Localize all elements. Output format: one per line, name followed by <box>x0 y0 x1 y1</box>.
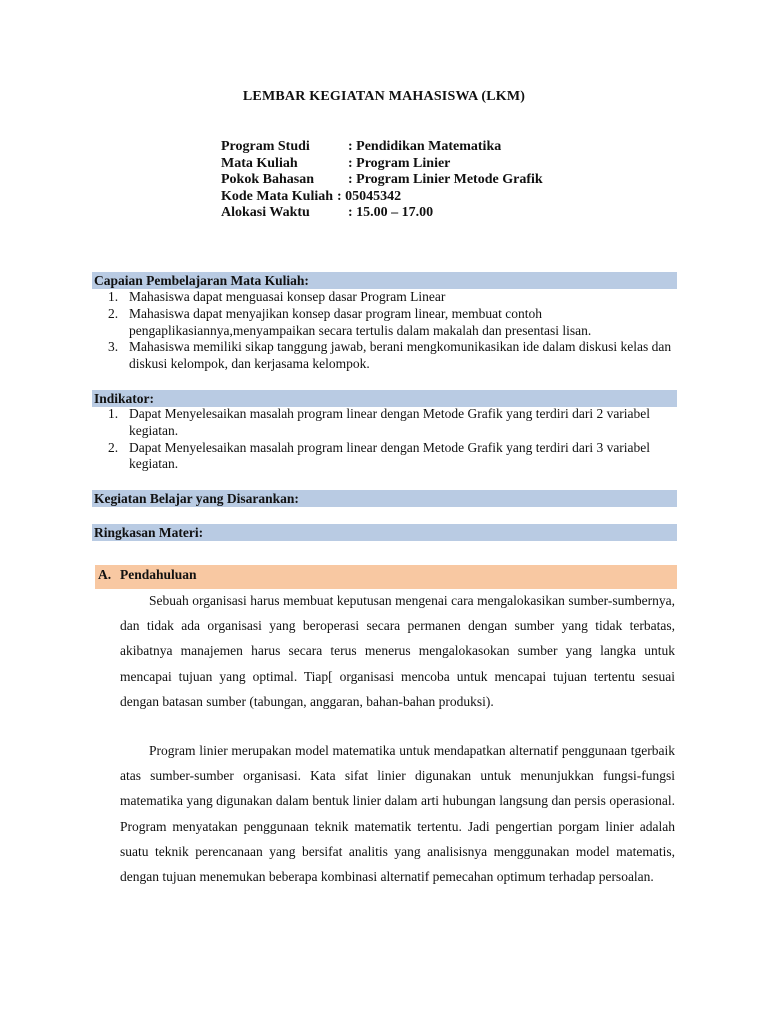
meta-label: Mata Kuliah <box>221 155 298 171</box>
list-number: 1. <box>108 289 119 304</box>
meta-value: : Pendidikan Matematika <box>348 139 502 154</box>
meta-label: Alokasi Waktu <box>221 205 310 220</box>
meta-value: : 05045342 <box>337 188 402 204</box>
meta-row-pokok-bahasan <box>221 172 543 189</box>
list-number: 1. <box>108 406 119 421</box>
list-number: 2. <box>108 439 119 455</box>
subsection-letter: A. <box>98 567 112 582</box>
paragraph: Program linier merupakan model matematika untuk mendapatkan alternatif penggunaan tgerbaik atas sumber-sumber organisasi. Kata sifat linier digunakan untuk menunjukkan fungsi-fungsi matematika yang digunakan dalam bentuk linier dalam arti hubungan langsung dan persis operasional. Program menyatakan penggunaan teknik matematik tertentu. Jadi pengertian porgam linier adalah suatu teknik perencanaan yang bersifat analitis yang analisisnya menggunakan model matematis, dengan tujuan menemukan beberapa kombinasi alternatif pemecahan optimum terhadap persoalan. <box>120 743 675 885</box>
list-text: Dapat Menyelesaikan masalah program linear dengan Metode Grafik yang terdiri dari 3 variabel kegiatan. <box>129 439 651 472</box>
subsection-title: Pendahuluan <box>120 567 197 582</box>
indikator-heading: Indikator: <box>92 390 677 407</box>
list-item <box>92 289 677 306</box>
paragraph: Sebuah organisasi harus membuat keputusan mengenai cara mengalokasikan sumber-sumbernya, dan tidak ada organisasi yang beroperasi secara permanen dengan sumber yang tidak terbatas, akibatnya manajemen harus secara terus menerus mengalokasokan sumber yang langka untuk mencapai tujuan yang optimal. Tiap[ organisasi mencoba untuk mencapai tujuan tertentu sesuai dengan batasan sumber (tabungan, anggaran, bahan-bahan produksi). <box>120 593 675 709</box>
meta-row-mata-kuliah <box>221 156 543 173</box>
meta-value: : 15.00 – 17.00 <box>348 205 434 220</box>
meta-row-program-studi <box>221 139 543 156</box>
capaian-heading: Capaian Pembelajaran Mata Kuliah: <box>92 272 677 289</box>
list-text: Mahasiswa dapat menyajikan konsep dasar program linear, membuat contoh pengaplikasiannya,menyampaikan secara tertulis dalam makalah dan presentasi lisan. <box>129 305 592 338</box>
indikator-list <box>92 406 677 473</box>
meta-value: : Program Linier Metode Grafik <box>348 172 543 187</box>
list-item <box>92 440 677 474</box>
list-item <box>92 339 677 373</box>
course-info <box>221 139 543 222</box>
meta-label: Pokok Bahasan <box>221 172 314 187</box>
list-item <box>92 406 677 440</box>
list-number: 2. <box>108 305 119 321</box>
list-text: Dapat Menyelesaikan masalah program linear dengan Metode Grafik yang terdiri dari 2 variabel kegiatan. <box>129 406 651 438</box>
list-text: Mahasiswa dapat menguasai konsep dasar Program Linear <box>129 289 446 304</box>
meta-row-alokasi-waktu <box>221 205 543 222</box>
meta-row-kode-mata-kuliah <box>221 189 543 206</box>
ringkasan-heading: Ringkasan Materi: <box>92 524 677 541</box>
meta-value: : Program Linier <box>348 155 451 171</box>
list-text: Mahasiswa memiliki sikap tanggung jawab, berani mengkomunikasikan ide dalam diskusi kelas dan diskusi kelompok, dan kerjasama kelompok. <box>129 339 672 372</box>
list-item <box>92 306 677 340</box>
meta-label: Program Studi <box>221 139 310 154</box>
list-number: 3. <box>108 339 119 355</box>
page-title: LEMBAR KEGIATAN MAHASISWA (LKM) <box>242 89 526 104</box>
meta-label: Kode Mata Kuliah <box>221 188 334 204</box>
kegiatan-heading: Kegiatan Belajar yang Disarankan: <box>92 490 677 507</box>
capaian-list <box>92 289 677 373</box>
pendahuluan-heading <box>95 565 677 589</box>
